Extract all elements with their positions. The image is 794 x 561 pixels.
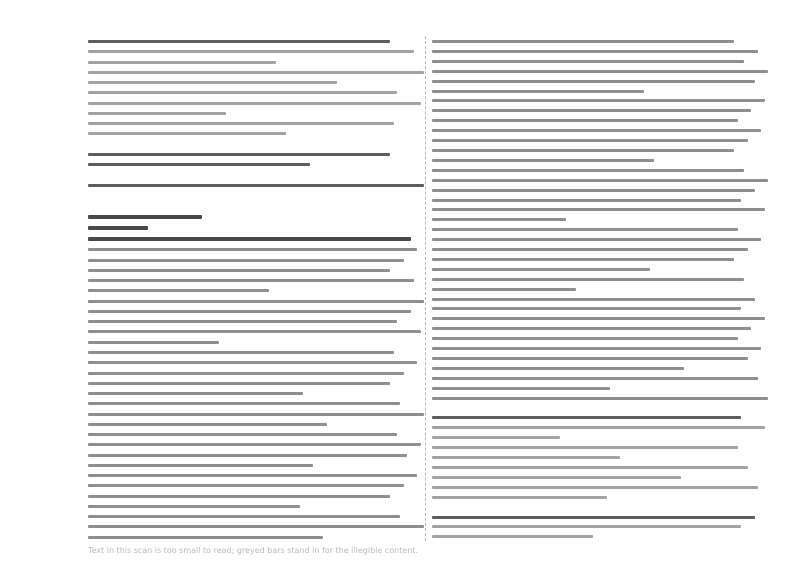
body-text-line (432, 70, 768, 73)
body-text-line (432, 248, 748, 251)
heading-line (88, 226, 148, 230)
answer-option-line (432, 436, 560, 439)
body-text-line (88, 484, 404, 487)
body-text-line (432, 317, 765, 320)
body-text-line (432, 139, 748, 142)
body-text-line (88, 505, 300, 508)
body-text-line (88, 382, 390, 385)
body-text-line (432, 268, 650, 271)
answer-option-line (88, 132, 286, 135)
answer-option-line (432, 426, 765, 429)
answer-option-line (432, 476, 681, 479)
answer-option-line (432, 456, 620, 459)
body-text-line (88, 300, 424, 303)
body-text-line (432, 327, 751, 330)
body-text-line (432, 288, 576, 291)
body-text-line (432, 347, 761, 350)
body-text-line (432, 218, 566, 221)
answer-option-line (88, 81, 337, 84)
blank-line (88, 143, 404, 146)
heading-line (88, 215, 202, 219)
body-text-line (432, 238, 761, 241)
body-text-line (88, 259, 404, 262)
body-text-line (432, 397, 768, 400)
body-text-line (432, 298, 755, 301)
body-text-line (432, 99, 765, 102)
body-text-line (432, 129, 761, 132)
answer-option-line (432, 446, 738, 449)
body-text-line (432, 159, 654, 162)
body-text-line (88, 474, 417, 477)
body-text-line (432, 377, 758, 380)
answer-option-line (88, 50, 414, 53)
body-text-line (88, 351, 394, 354)
body-text-line (432, 60, 744, 63)
question-line (432, 516, 755, 519)
body-text-line (432, 169, 744, 172)
body-text-line (432, 337, 738, 340)
blank-line (432, 407, 755, 410)
answer-option-line (88, 122, 394, 125)
answer-option-line (432, 535, 593, 538)
body-text-line (432, 278, 744, 281)
right-column (432, 40, 768, 539)
answer-option-line (88, 91, 397, 94)
body-text-line (88, 423, 327, 426)
answer-option-line (432, 525, 741, 528)
body-text-line (88, 515, 400, 518)
body-text-line (88, 248, 417, 251)
body-text-line (432, 357, 748, 360)
column-divider (425, 36, 426, 541)
body-text-line (88, 392, 303, 395)
answer-option-line (88, 102, 421, 105)
body-text-line (88, 454, 407, 457)
body-text-line (432, 387, 610, 390)
body-text-line (88, 525, 424, 528)
body-text-line (88, 402, 400, 405)
body-text-line (88, 464, 313, 467)
answer-option-line (432, 466, 748, 469)
body-text-line (432, 307, 741, 310)
body-text-line (432, 109, 751, 112)
body-text-line (88, 361, 417, 364)
body-text-line (432, 149, 734, 152)
body-text-line (88, 310, 411, 313)
blank-line (88, 194, 411, 197)
body-text-line (88, 372, 404, 375)
body-text-line (432, 189, 755, 192)
body-text-line (88, 320, 397, 323)
legibility-note: Text in this scan is too small to read; greyed bars stand in for the illegible content. (88, 546, 419, 555)
body-text-line (88, 536, 323, 539)
body-text-line (432, 258, 734, 261)
body-text-line (432, 50, 758, 53)
body-text-line (88, 289, 269, 292)
answer-option-line (432, 496, 607, 499)
body-text-line (88, 413, 424, 416)
body-text-line (432, 119, 738, 122)
body-text-line (88, 443, 421, 446)
answer-option-line (88, 61, 276, 64)
body-text-line (432, 90, 644, 93)
body-text-line (432, 228, 738, 231)
question-line (432, 416, 741, 419)
body-text-line (432, 208, 765, 211)
blank-line (432, 506, 768, 509)
body-text-line (432, 367, 684, 370)
body-text-line (88, 279, 414, 282)
body-text-line (88, 341, 219, 344)
body-text-line (432, 199, 741, 202)
body-text-line (88, 269, 390, 272)
question-line (88, 184, 424, 187)
body-text-line (88, 495, 390, 498)
answer-option-line (432, 486, 758, 489)
body-text-line (432, 179, 768, 182)
body-text-line (88, 433, 397, 436)
blank-line (88, 173, 400, 176)
answer-option-line (88, 71, 424, 74)
left-column (88, 40, 424, 539)
heading-line (88, 237, 411, 241)
answer-option-line (88, 112, 226, 115)
body-text-line (432, 40, 734, 43)
question-line (88, 163, 310, 166)
question-line (88, 153, 390, 156)
blank-line (88, 204, 296, 207)
body-text-line (88, 330, 421, 333)
question-line (88, 40, 390, 43)
body-text-line (432, 80, 755, 83)
